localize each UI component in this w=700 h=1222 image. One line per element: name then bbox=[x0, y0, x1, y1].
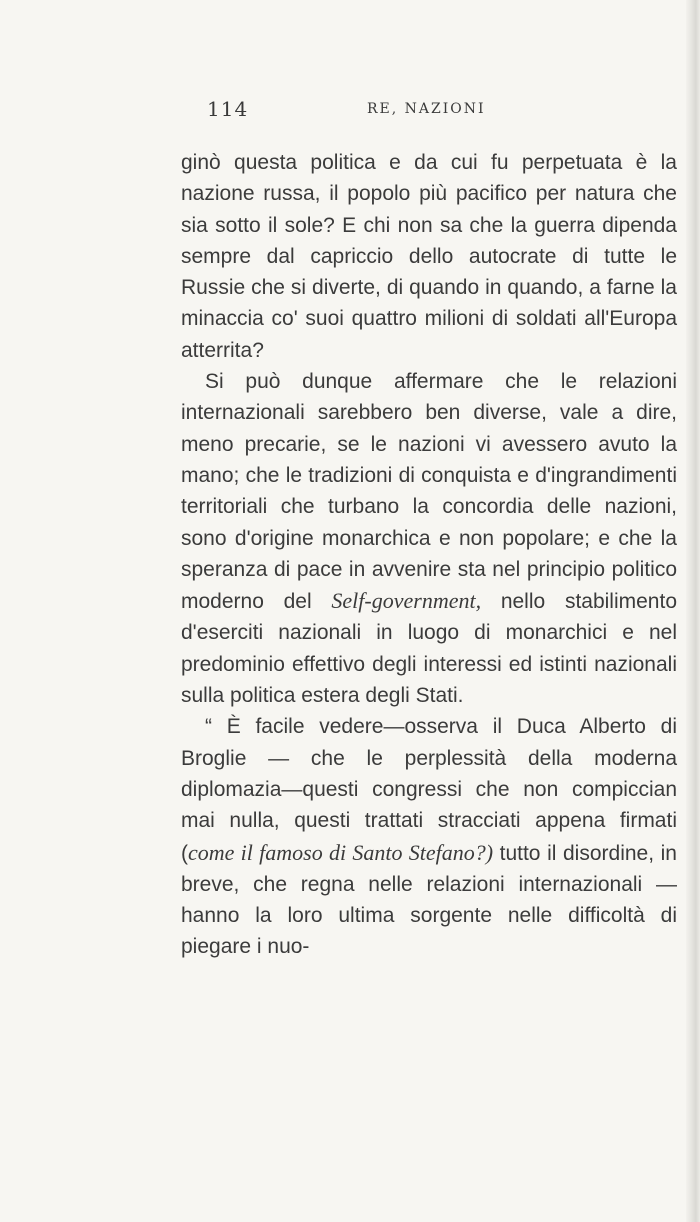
paragraph-3 bbox=[181, 711, 677, 962]
paragraph-3-text-after: tutto il disordine, in breve, che regna nelle relazioni internazionali — hanno la loro ultima sorgente nelle difficoltà di piegare i nuo- bbox=[181, 841, 677, 959]
paragraph-2-italic-term: Self-government, bbox=[331, 588, 482, 614]
page-number: 114 bbox=[207, 97, 249, 121]
page-header bbox=[207, 97, 677, 127]
paragraph-3-text-before: “ È facile vedere—osserva il Duca Alberto di Broglie — che le perplessità della moderna diplomazia—questi congressi che non compiccian mai nulla, questi trattati stracciati appena firmati ( bbox=[181, 715, 677, 865]
page-edge-shadow bbox=[686, 0, 700, 1222]
running-title: RE, NAZIONI bbox=[367, 101, 486, 117]
body-text bbox=[181, 147, 677, 963]
paragraph-2-text-after: nello stabilimento d'eserciti nazionali in luogo di monarchici e nel predominio effettivo degli interessi ed istinti nazionali sulla politica estera degli Stati. bbox=[181, 590, 677, 708]
paragraph-1: ginò questa politica e da cui fu perpetuata è la nazione russa, il popolo più pacifico per natura che sia sotto il sole? E chi non sa che la guerra dipenda sempre dal capriccio dello autocrate di tutte le Russie che si diverte, di quando in quando, a farne la minaccia co' suoi quattro milioni di soldati all'Europa atterrita? bbox=[181, 151, 677, 362]
paragraph-2 bbox=[181, 366, 677, 711]
paragraph-2-text-before: Si può dunque affermare che le relazioni internazionali sarebbero ben diverse, vale a dire, meno precarie, se le nazioni vi avessero avuto la mano; che le tradizioni di conquista e d'ingrandimenti territoriali che turbano la concordia delle nazioni, sono d'origine monarchica e non popolare; e che la speranza di pace in avvenire sta nel principio politico moderno del bbox=[181, 370, 677, 614]
paragraph-3-italic-term: come il famoso di Santo Stefano?) bbox=[188, 839, 494, 865]
